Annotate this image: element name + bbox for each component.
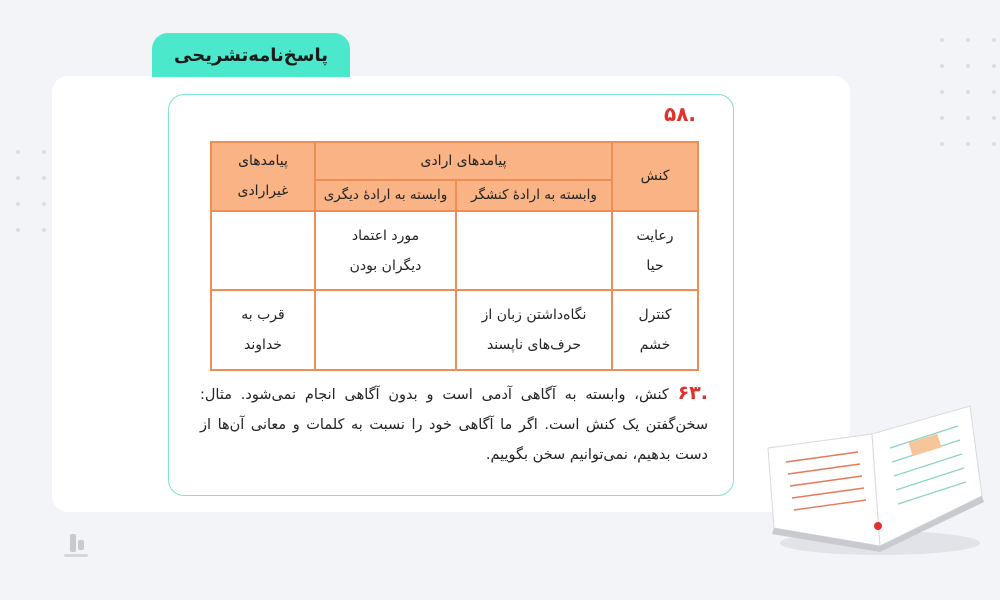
header-dependent-actor: وابسته به ارادۀ کنشگر <box>456 180 612 211</box>
cell-action: کنترل خشم <box>612 290 698 370</box>
cell-actor <box>456 211 612 291</box>
decorative-dots-left <box>16 150 46 232</box>
answer-number: .۶۳ <box>677 382 708 404</box>
answer-key-tab: پاسخ‌نامه‌تشریحی <box>152 33 350 77</box>
cell-others <box>315 290 456 370</box>
header-dependent-others: وابسته به ارادۀ دیگری <box>315 180 456 211</box>
question-number: .۵۸ <box>664 102 697 126</box>
answer-paragraph <box>200 378 708 470</box>
cell-involuntary <box>211 211 315 291</box>
table-row <box>211 211 698 291</box>
header-involuntary: پیامدهای غیرارادی <box>211 142 315 211</box>
table-row <box>211 290 698 370</box>
decorative-dots-right <box>940 38 996 146</box>
header-action: کنش <box>612 142 698 211</box>
cell-actor: نگاه‌داشتن زبان از حرف‌های ناپسند <box>456 290 612 370</box>
cell-involuntary: قرب به خداوند <box>211 290 315 370</box>
consequences-table <box>210 141 699 371</box>
brand-logo-icon <box>56 530 96 570</box>
answer-text: کنش، وابسته به آگاهی آدمی است و بدون آگاهی انجام نمی‌شود. مثال: سخن‌گفتن یک کنش است. اگر ما آگاهی خود را نسبت به کلمات و معانی آن‌ها از دست بدهیم، نمی‌توانیم سخن بگوییم. <box>200 387 708 463</box>
cell-action: رعایت حیا <box>612 211 698 291</box>
open-book-illustration <box>760 378 990 563</box>
header-voluntary: پیامدهای ارادی <box>315 142 612 180</box>
cell-others: مورد اعتماد دیگران بودن <box>315 211 456 291</box>
